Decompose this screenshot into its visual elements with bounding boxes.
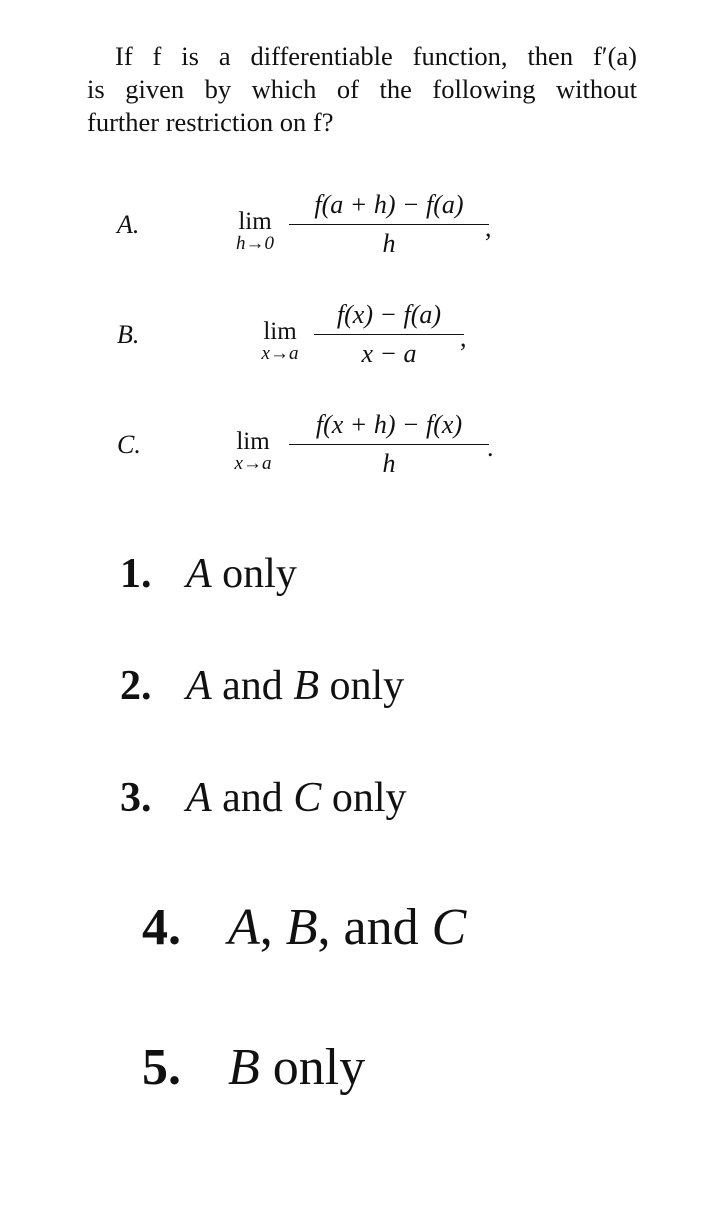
option-b-punctuation: , — [460, 323, 467, 352]
option-c-letter: C. — [117, 430, 141, 459]
limit-subscript: x→a — [234, 453, 272, 474]
fraction-numerator: f(a + h) − f(a) — [314, 190, 464, 219]
answer-choice-1[interactable] — [120, 550, 297, 598]
limit-word: lim — [236, 428, 270, 455]
answer-choice-5[interactable] — [142, 1038, 365, 1097]
option-c-limit — [223, 430, 283, 474]
answer-text: A and B only — [186, 663, 405, 709]
option-b-letter: B. — [117, 320, 140, 349]
option-b-limit — [250, 320, 310, 364]
answer-text: A only — [186, 551, 297, 597]
question-line-2: is given by which of the following without — [87, 74, 637, 104]
question-line-3: further restriction on f? — [87, 107, 334, 137]
option-a-punctuation: , — [485, 213, 492, 242]
answer-text: A and C only — [186, 775, 407, 821]
answer-choice-4[interactable] — [142, 898, 466, 957]
answer-number: 3. — [120, 775, 152, 821]
option-a-letter: A. — [117, 210, 140, 239]
answer-choice-2[interactable] — [120, 662, 404, 710]
answer-text: A, B, and C — [228, 899, 467, 956]
answer-number: 2. — [120, 663, 152, 709]
option-c-fraction — [289, 410, 489, 479]
limit-word: lim — [263, 318, 297, 345]
fraction-denominator: h — [382, 449, 396, 479]
answer-number: 1. — [120, 551, 152, 597]
answer-number: 5. — [142, 1039, 181, 1096]
answer-text: B only — [228, 1039, 366, 1096]
answer-choice-3[interactable] — [120, 774, 407, 822]
question-line-1: If f is a differentiable function, then f′(a) — [115, 41, 637, 71]
limit-subscript: h→0 — [236, 233, 274, 254]
fraction-denominator: h — [382, 229, 396, 259]
answer-number: 4. — [142, 899, 181, 956]
fraction-numerator: f(x + h) − f(x) — [315, 410, 463, 439]
option-c-punctuation: . — [487, 433, 494, 462]
option-a-limit — [225, 210, 285, 254]
fraction-numerator: f(x) − f(a) — [336, 300, 442, 329]
option-a-fraction — [289, 190, 489, 259]
option-b-fraction — [314, 300, 464, 369]
question-text — [87, 40, 637, 139]
fraction-denominator: x − a — [361, 339, 417, 369]
limit-subscript: x→a — [261, 343, 299, 364]
limit-word: lim — [238, 208, 272, 235]
